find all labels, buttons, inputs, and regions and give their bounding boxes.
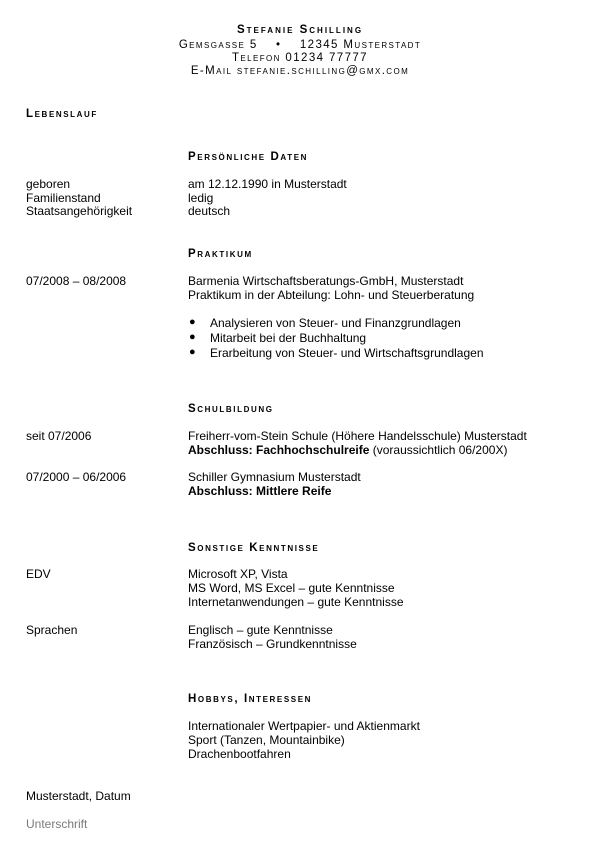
- applicant-name: Stefanie Schilling: [236, 24, 364, 36]
- section-heading-hobbies: Hobbys, Interessen: [188, 693, 313, 705]
- bullet-icon: ●: [189, 346, 196, 358]
- education-degree-2: Abschluss: Mittlere Reife: [188, 484, 332, 498]
- skills-language-item: Französisch – Grundkenntnisse: [188, 637, 357, 651]
- bullet-icon: ●: [189, 316, 196, 328]
- education-date-2: 07/2000 – 06/2006: [26, 470, 127, 484]
- phone-line: Telefon 01234 77777: [232, 52, 368, 64]
- section-heading-education: Schulbildung: [188, 403, 274, 415]
- section-heading-personal: Persönliche Daten: [188, 151, 309, 163]
- section-heading-internship: Praktikum: [188, 248, 253, 260]
- document-title: Lebenslauf: [26, 108, 98, 120]
- skills-label-edv: EDV: [26, 567, 51, 581]
- education-school-1: Freiherr-vom-Stein Schule (Höhere Handelsschule) Musterstadt: [188, 429, 527, 443]
- signature-label: Unterschrift: [26, 817, 88, 831]
- personal-label-birth: geboren: [26, 177, 71, 191]
- section-heading-skills: Sonstige Kenntnisse: [188, 542, 320, 554]
- hobby-item: Drachenbootfahren: [188, 747, 291, 761]
- hobby-item: Internationaler Wertpapier- und Aktienmarkt: [188, 719, 420, 733]
- internship-date: 07/2008 – 08/2008: [26, 274, 127, 288]
- skills-language-item: Englisch – gute Kenntnisse: [188, 623, 333, 637]
- internship-company: Barmenia Wirtschaftsberatungs-GmbH, Musterstadt: [188, 274, 464, 288]
- degree-note: (voraussichtlich 06/200X): [369, 443, 508, 457]
- internship-task: Mitarbeit bei der Buchhaltung: [210, 331, 367, 345]
- personal-value-nationality: deutsch: [188, 204, 231, 218]
- email-line: E-Mail stefanie.schilling@gmx.com: [190, 65, 410, 77]
- personal-label-marital: Familienstand: [26, 191, 101, 205]
- hobby-item: Sport (Tanzen, Mountainbike): [188, 733, 345, 747]
- skills-edv-item: Microsoft XP, Vista: [188, 567, 288, 581]
- skills-edv-item: MS Word, MS Excel – gute Kenntnisse: [188, 581, 395, 595]
- address-line: Gemsgasse 5 • 12345 Musterstadt: [178, 39, 422, 51]
- skills-label-languages: Sprachen: [26, 623, 78, 637]
- internship-task: Analysieren von Steuer- und Finanzgrundlagen: [210, 316, 461, 330]
- education-school-2: Schiller Gymnasium Musterstadt: [188, 470, 361, 484]
- internship-department: Praktikum in der Abteilung: Lohn- und Steuerberatung: [188, 288, 475, 302]
- personal-value-birth: am 12.12.1990 in Musterstadt: [188, 177, 347, 191]
- skills-edv-item: Internetanwendungen – gute Kenntnisse: [188, 595, 404, 609]
- place-date: Musterstadt, Datum: [26, 789, 131, 803]
- personal-label-nationality: Staatsangehörigkeit: [26, 204, 133, 218]
- education-degree-1: [188, 443, 507, 457]
- internship-task: Erarbeitung von Steuer- und Wirtschaftsgrundlagen: [210, 346, 484, 360]
- education-date-1: seit 07/2006: [26, 429, 92, 443]
- degree-label: Abschluss: Fachhochschulreife: [188, 443, 370, 457]
- bullet-icon: ●: [189, 331, 196, 343]
- personal-value-marital: ledig: [188, 191, 214, 205]
